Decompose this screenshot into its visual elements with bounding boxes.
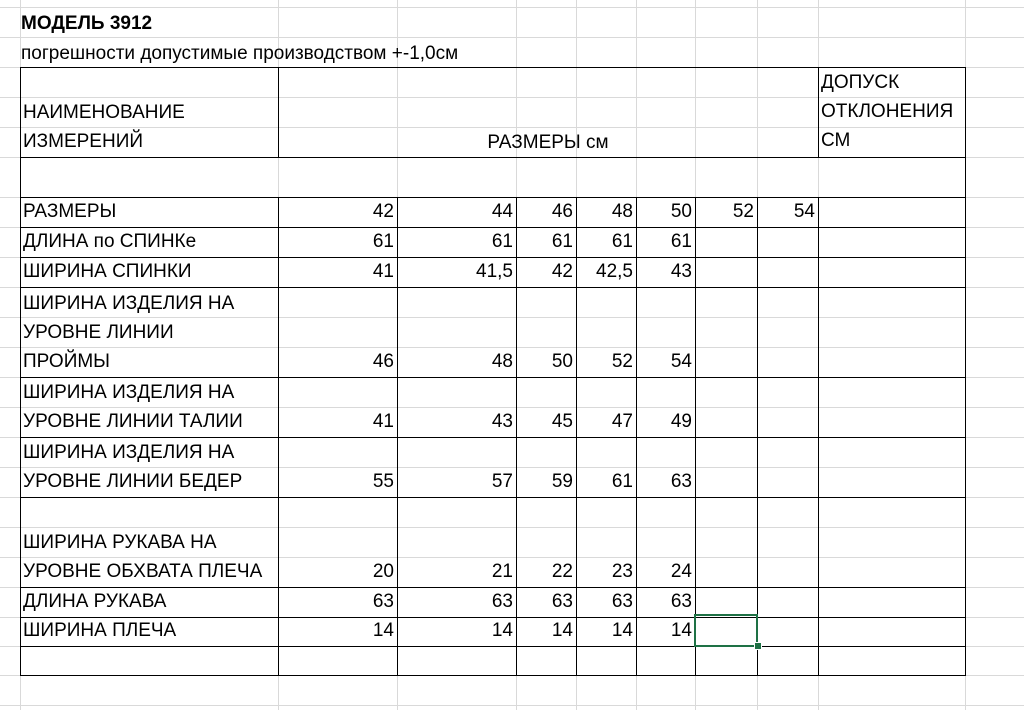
header-name-cell[interactable]: НАИМЕНОВАНИЕ ИЗМЕРЕНИЙ (23, 102, 185, 152)
table-border (818, 67, 819, 158)
table-border (20, 257, 966, 258)
value-cell[interactable]: 23 (611, 561, 633, 582)
table-border (20, 617, 966, 618)
row-label[interactable]: ШИРИНА ИЗДЕЛИЯ НА УРОВНЕ ЛИНИИ ПРОЙМЫ (23, 293, 235, 372)
table-border (20, 227, 966, 228)
value-cell[interactable]: 42 (551, 261, 573, 282)
header-sizes-cell[interactable]: РАЗМЕРЫ см (487, 132, 609, 153)
value-cell[interactable]: 54 (670, 351, 692, 372)
table-border (20, 287, 966, 288)
value-cell[interactable]: 21 (491, 561, 513, 582)
header-tolerance-cell[interactable]: ДОПУСК ОТКЛОНЕНИЯ СМ (821, 72, 954, 151)
value-cell[interactable]: 52 (732, 201, 754, 222)
value-cell[interactable]: 14 (611, 620, 633, 641)
value-cell[interactable]: 61 (670, 231, 692, 252)
table-border (695, 197, 696, 676)
table-border (20, 197, 966, 198)
value-cell[interactable]: 63 (670, 471, 692, 492)
row-label[interactable]: ДЛИНА РУКАВА (23, 591, 167, 612)
row-label[interactable]: ШИРИНА ИЗДЕЛИЯ НА УРОВНЕ ЛИНИИ ТАЛИИ (23, 382, 243, 432)
value-cell[interactable]: 50 (670, 201, 692, 222)
table-border (20, 675, 966, 676)
value-cell[interactable]: 41 (372, 261, 394, 282)
table-border (20, 587, 966, 588)
value-cell[interactable]: 42,5 (596, 261, 633, 282)
table-border (20, 437, 966, 438)
value-cell[interactable]: 61 (611, 471, 633, 492)
row-label[interactable]: ШИРИНА РУКАВА НА УРОВНЕ ОБХВАТА ПЛЕЧА (23, 532, 263, 582)
value-cell[interactable]: 14 (372, 620, 394, 641)
value-cell[interactable]: 49 (670, 411, 692, 432)
value-cell[interactable]: 48 (491, 351, 513, 372)
value-cell[interactable]: 61 (551, 231, 573, 252)
value-cell[interactable]: 47 (611, 411, 633, 432)
table-border (20, 67, 966, 68)
value-cell[interactable]: 46 (551, 201, 573, 222)
table-border (20, 646, 966, 647)
value-cell[interactable]: 22 (551, 561, 573, 582)
row-label[interactable]: ШИРИНА ИЗДЕЛИЯ НА УРОВНЕ ЛИНИИ БЕДЕР (23, 442, 243, 492)
row-label[interactable]: ШИРИНА ПЛЕЧА (23, 620, 177, 641)
table-border (636, 197, 637, 676)
selected-cell[interactable] (694, 614, 758, 647)
value-cell[interactable]: 48 (611, 201, 633, 222)
value-cell[interactable]: 14 (491, 620, 513, 641)
table-border (278, 197, 279, 676)
table-border (20, 67, 21, 676)
gridline (0, 705, 1024, 706)
table-border (757, 197, 758, 676)
value-cell[interactable]: 24 (670, 561, 692, 582)
value-cell[interactable]: 46 (372, 351, 394, 372)
gridline (0, 7, 1024, 8)
value-cell[interactable]: 63 (551, 591, 573, 612)
value-cell[interactable]: 61 (611, 231, 633, 252)
table-border (818, 197, 819, 676)
value-cell[interactable]: 59 (551, 471, 573, 492)
table-border (20, 157, 966, 158)
value-cell[interactable]: 45 (551, 411, 573, 432)
row-label[interactable]: ДЛИНА по СПИНКе (23, 231, 197, 252)
table-border (20, 497, 966, 498)
value-cell[interactable]: 41 (372, 411, 394, 432)
table-border (20, 377, 966, 378)
table-border (397, 197, 398, 676)
value-cell[interactable]: 43 (670, 261, 692, 282)
value-cell[interactable]: 43 (491, 411, 513, 432)
value-cell[interactable]: 41,5 (476, 261, 513, 282)
value-cell[interactable]: 52 (611, 351, 633, 372)
value-cell[interactable]: 42 (372, 201, 394, 222)
value-cell[interactable]: 54 (793, 201, 815, 222)
subtitle-cell[interactable]: погрешности допустимые производством +-1,0см (21, 43, 459, 64)
value-cell[interactable]: 55 (372, 471, 394, 492)
table-border (278, 67, 279, 158)
value-cell[interactable]: 63 (611, 591, 633, 612)
value-cell[interactable]: 63 (372, 591, 394, 612)
value-cell[interactable]: 14 (551, 620, 573, 641)
value-cell[interactable]: 63 (491, 591, 513, 612)
table-border (965, 67, 966, 676)
title-cell[interactable]: МОДЕЛЬ 3912 (21, 13, 153, 34)
row-label[interactable]: ШИРИНА СПИНКИ (23, 261, 192, 282)
value-cell[interactable]: 61 (491, 231, 513, 252)
value-cell[interactable]: 57 (491, 471, 513, 492)
table-border (516, 197, 517, 676)
value-cell[interactable]: 20 (372, 561, 394, 582)
row-label[interactable]: РАЗМЕРЫ (23, 201, 117, 222)
fill-handle-icon[interactable] (754, 642, 762, 650)
value-cell[interactable]: 50 (551, 351, 573, 372)
value-cell[interactable]: 44 (491, 201, 513, 222)
value-cell[interactable]: 61 (372, 231, 394, 252)
value-cell[interactable]: 14 (670, 620, 692, 641)
value-cell[interactable]: 63 (670, 591, 692, 612)
table-border (576, 197, 577, 676)
